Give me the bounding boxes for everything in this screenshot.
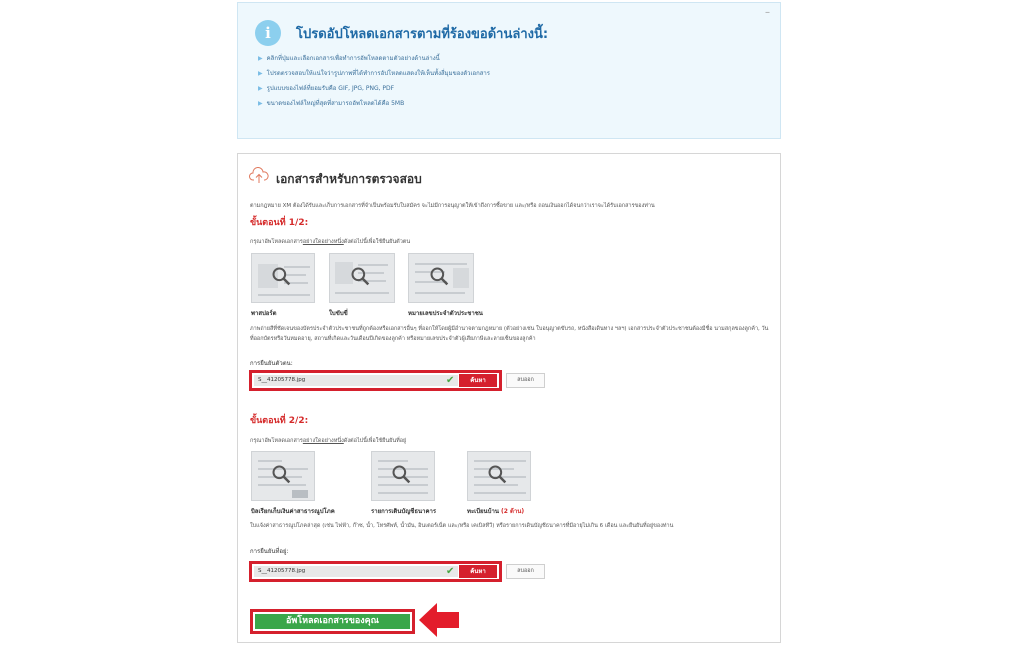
step1-link[interactable]: อย่างใดอย่างหนึ่ง bbox=[302, 239, 344, 245]
magnifier-icon bbox=[487, 464, 507, 484]
step1-instruction: กรุณาอัพโหลดเอกสารอย่างใดอย่างหนึ่งดังต่อไปนี้เพื่อใช้ยืนยันตัวตน bbox=[250, 239, 411, 245]
driving-license-thumbnail[interactable] bbox=[329, 253, 395, 303]
address-file-field bbox=[249, 561, 502, 582]
step1-note: ภาพถ่ายสีที่ชัดเจนของบัตรประจำตัวประชาชนที่ถูกต้องหรือเอกสารอื่นๆ ที่ออกให้โดยผู้มีอำนาจตามกฎหมาย (ตัวอย่างเช่น ใบอนุญาตขับรถ, หนังสือเดินทาง ฯลฯ) เอกสารประจำตัวประชาชนต้องมีชื่อ นามสกุลของลูกค้า, วันที่ออกบัตรหรือวันหมดอายุ, สถานที่เกิดและวันเดือนปีเกิดของลูกค้า หรือหมายเลขประจำตัวผู้เสียภาษีและลายเซ็นของลูกค้า bbox=[250, 326, 769, 342]
magnifier-icon bbox=[429, 266, 449, 286]
passport-thumbnail[interactable] bbox=[251, 253, 315, 303]
house-registration-thumbnail[interactable] bbox=[467, 451, 531, 501]
list-item: ▶ โปรดตรวจสอบให้แน่ใจว่ารูปภาพที่ได้ทำการอัปโหลดแสดงให้เห็นทั้งสี่มุมของตัวเอกสาร bbox=[258, 70, 491, 77]
identity-remove-button[interactable]: ลบออก bbox=[506, 373, 545, 388]
list-item: ▶ ขนาดของไฟล์ใหญ่ที่สุดที่สามารถอัพโหลดได้คือ 5MB bbox=[258, 100, 405, 107]
documents-panel bbox=[237, 153, 781, 643]
magnifier-icon bbox=[271, 266, 291, 286]
address-field-label: การยืนยันที่อยู่: bbox=[250, 548, 289, 555]
bank-statement-caption: รายการเดินบัญชีธนาคาร bbox=[371, 508, 437, 515]
list-item: ▶ คลิกที่ปุ่มและเลือกเอกสารเพื่อทำการอัพโหลดตามตัวอย่างด้านล่างนี้ bbox=[258, 55, 440, 62]
address-remove-button[interactable]: ลบออก bbox=[506, 564, 545, 579]
info-icon: i bbox=[255, 20, 281, 46]
upload-cloud-icon bbox=[249, 167, 269, 185]
step2-link[interactable]: อย่างใดอย่างหนึ่ง bbox=[302, 438, 344, 444]
step1-heading: ขั้นตอนที่ 1/2: bbox=[250, 218, 309, 228]
check-icon: ✔ bbox=[446, 375, 455, 386]
identity-file-field bbox=[249, 370, 502, 391]
check-icon: ✔ bbox=[446, 566, 455, 577]
info-list bbox=[258, 51, 490, 111]
identity-field-label: การยืนยันตัวตน: bbox=[250, 360, 293, 367]
passport-caption: พาสปอร์ต bbox=[251, 310, 277, 317]
house-registration-caption: ทะเบียนบ้าน (2 ด้าน) bbox=[467, 508, 525, 515]
id-card-thumbnail[interactable] bbox=[408, 253, 474, 303]
collapse-icon[interactable]: – bbox=[765, 7, 770, 18]
driving-license-caption: ใบขับขี่ bbox=[329, 310, 348, 317]
bank-statement-thumbnail[interactable] bbox=[371, 451, 435, 501]
utility-bill-caption: บิลเรียกเก็บเงินค่าสาธารณูปโภค bbox=[251, 508, 335, 515]
info-box bbox=[237, 2, 781, 139]
address-find-button[interactable]: ค้นหา bbox=[459, 565, 497, 578]
upload-documents-button[interactable]: อัพโหลดเอกสารของคุณ bbox=[255, 614, 410, 629]
list-item: ▶ รูปแบบของไฟล์ที่ยอมรับคือ GIF, JPG, PNG, PDF bbox=[258, 85, 395, 92]
info-title: โปรดอัปโหลดเอกสารตามที่ร้องขอด้านล่างนี้: bbox=[296, 27, 549, 42]
intro-text: ตามกฎหมาย XM ต้องได้รับและเก็บการเอกสารที่จำเป็นพร้อมรับใบสมัคร จะไม่มีการอนุญาตให้เข้าถึงการซื้อขาย และ/หรือ ถอนเงินออกได้จนกว่าเราจะได้รับเอกสารของท่าน bbox=[250, 203, 655, 209]
bullet-icon: ▶ bbox=[258, 100, 263, 107]
magnifier-icon bbox=[391, 464, 411, 484]
section-title: เอกสารสำหรับการตรวจสอบ bbox=[276, 172, 422, 186]
step2-instruction: กรุณาอัพโหลดเอกสารอย่างใดอย่างหนึ่งดังต่อไปนี้เพื่อใช้ยืนยันที่อยู่ bbox=[250, 438, 407, 444]
submit-highlight bbox=[250, 609, 415, 634]
step2-heading: ขั้นตอนที่ 2/2: bbox=[250, 416, 309, 426]
identity-file-input[interactable]: S__41205778.jpg bbox=[254, 375, 458, 386]
magnifier-icon bbox=[271, 464, 291, 484]
id-card-caption: หมายเลขประจำตัวประชาชน bbox=[408, 310, 483, 317]
bullet-icon: ▶ bbox=[258, 85, 263, 92]
bullet-icon: ▶ bbox=[258, 55, 263, 62]
arrow-left-icon bbox=[417, 601, 461, 639]
address-file-input[interactable]: S__41205778.jpg bbox=[254, 566, 458, 577]
step2-note: ใบแจ้งค่าสาธารณูปโภคล่าสุด (เช่น ไฟฟ้า, ก๊าซ, น้ำ, โทรศัพท์, น้ำมัน, อินเตอร์เน็ต และ/หรือ เคเบิลทีวี) หรือรายการเดินบัญชีธนาคารที่มีอายุไม่เกิน 6 เดือน และยืนยันที่อยู่ของท่าน bbox=[250, 523, 674, 529]
identity-find-button[interactable]: ค้นหา bbox=[459, 374, 497, 387]
bullet-icon: ▶ bbox=[258, 70, 263, 77]
utility-bill-thumbnail[interactable] bbox=[251, 451, 315, 501]
magnifier-icon bbox=[350, 266, 370, 286]
